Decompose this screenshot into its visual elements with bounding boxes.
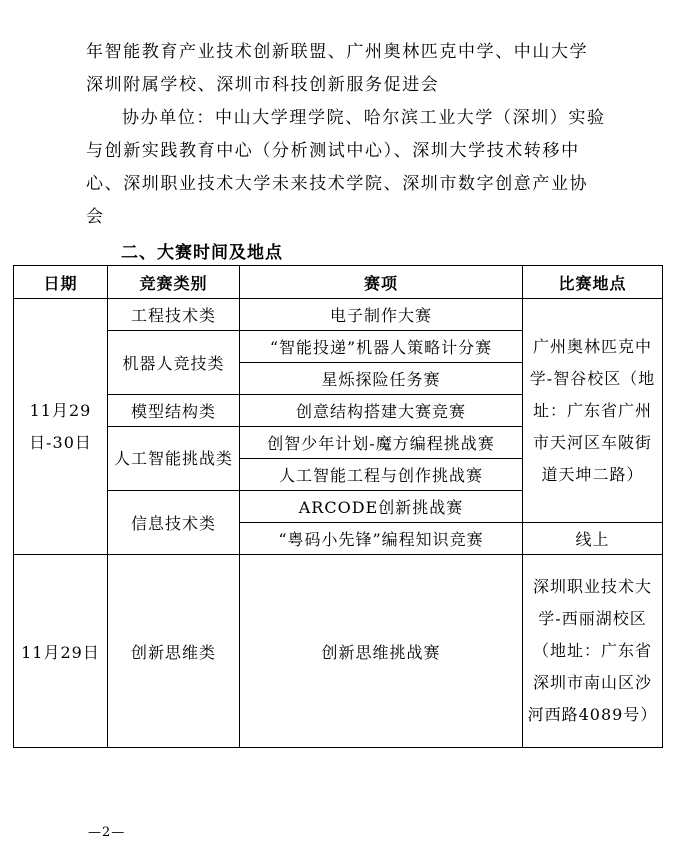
event-cell: 人工智能工程与创作挑战赛 [240, 459, 523, 491]
event-cell: 创智少年计划-魔方编程挑战赛 [240, 427, 523, 459]
table-header-row [14, 266, 663, 299]
page-number: —2— [88, 825, 126, 840]
category-cell: 机器人竞技类 [108, 331, 240, 395]
date-cell: 11月29日 [14, 555, 108, 748]
header-date: 日期 [14, 266, 108, 299]
table-row [14, 555, 663, 748]
event-cell: 创新思维挑战赛 [240, 555, 523, 748]
venue-cell: 线上 [523, 523, 663, 555]
category-cell: 工程技术类 [108, 299, 240, 331]
event-cell: ARCODE创新挑战赛 [240, 491, 523, 523]
event-cell: 电子制作大赛 [240, 299, 523, 331]
event-cell: 创意结构搭建大赛竞赛 [240, 395, 523, 427]
date-cell: 11月29日-30日 [14, 299, 108, 555]
organizers-paragraph: 年智能教育产业技术创新联盟、广州奥林匹克中学、中山大学深圳附属学校、深圳市科技创新服务促进会 [86, 42, 589, 95]
category-cell: 模型结构类 [108, 395, 240, 427]
category-cell: 信息技术类 [108, 491, 240, 555]
event-cell: “智能投递”机器人策略计分赛 [240, 331, 523, 363]
section-heading: 二、大赛时间及地点 [121, 243, 283, 263]
header-venue: 比赛地点 [523, 266, 663, 299]
venue-cell: 广州奥林匹克中学-智谷校区（地址：广东省广州市天河区车陂街道天坤二路） [523, 299, 663, 523]
header-category: 竞赛类别 [108, 266, 240, 299]
co-organizers-paragraph: 协办单位：中山大学理学院、哈尔滨工业大学（深圳）实验与创新实践教育中心（分析测试中心）、深圳大学技术转移中心、深圳职业技术大学未来技术学院、深圳市数字创意产业协会 [86, 108, 606, 227]
venue-cell: 深圳职业技术大学-西丽湖校区（地址：广东省深圳市南山区沙河西路4089号） [523, 555, 663, 748]
table-row [14, 299, 663, 331]
category-cell: 创新思维类 [108, 555, 240, 748]
event-cell: 星烁探险任务赛 [240, 363, 523, 395]
header-event: 赛项 [240, 266, 523, 299]
event-cell: “粤码小先锋”编程知识竞赛 [240, 523, 523, 555]
schedule-table [13, 265, 663, 748]
category-cell: 人工智能挑战类 [108, 427, 240, 491]
